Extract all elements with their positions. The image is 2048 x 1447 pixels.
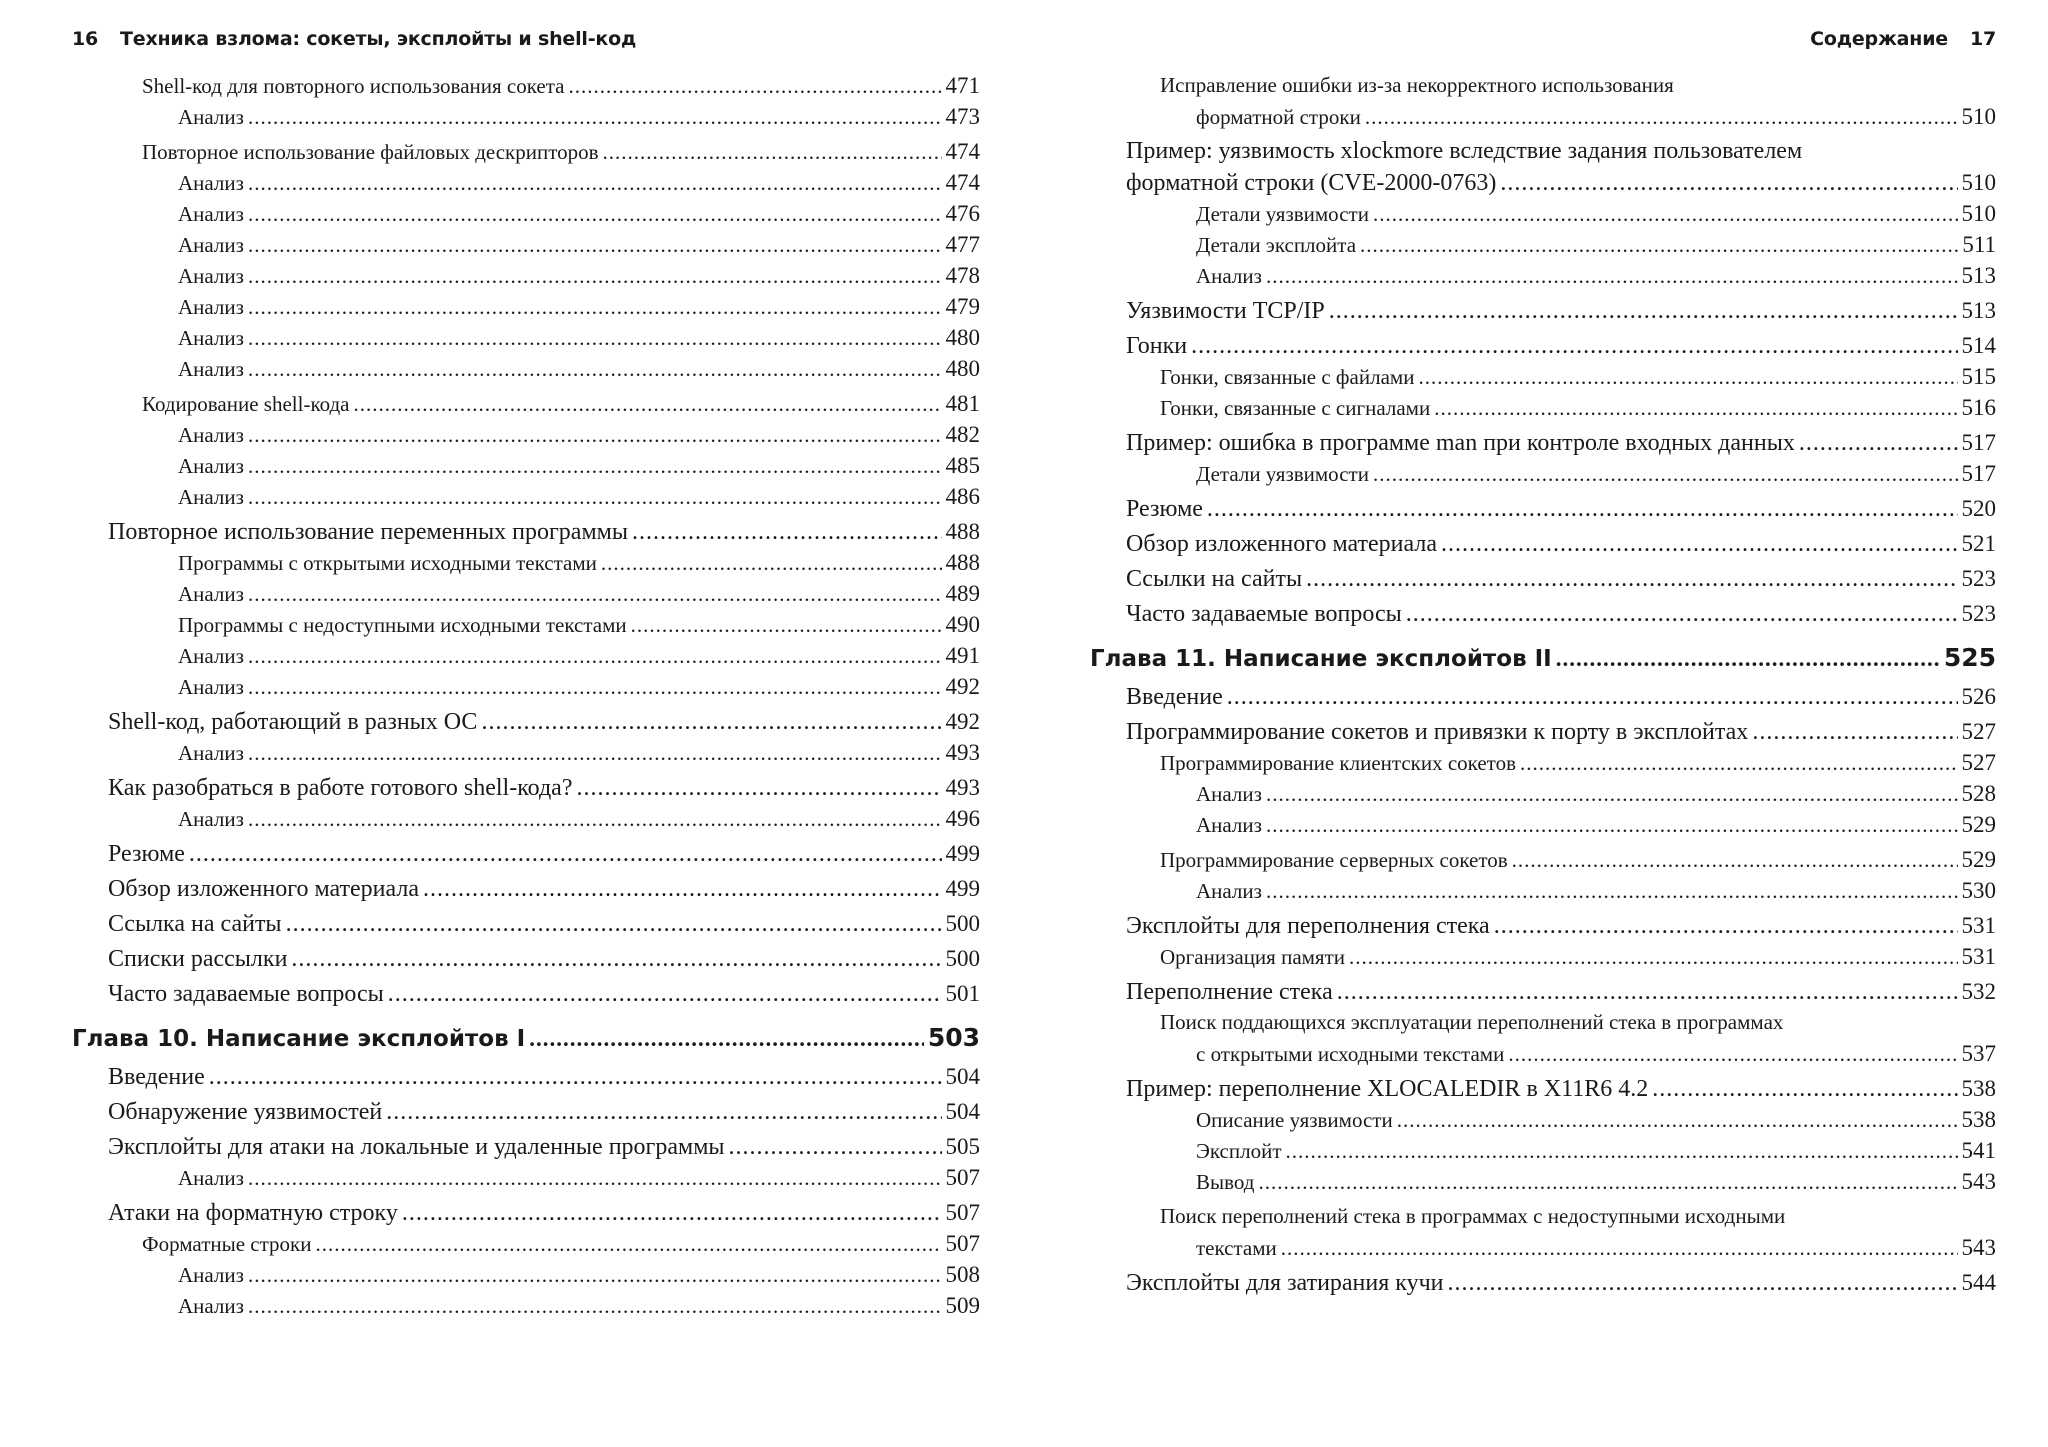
toc-entry: Детали уязвимости ..... 517 [1090, 458, 1996, 489]
toc-entry: Анализ ..... 492 [72, 671, 980, 702]
toc-entry-first-line: Поиск переполнений стека в программах с недоступными исходными [1160, 1204, 1786, 1228]
toc-entry: Анализ ..... 489 [72, 578, 980, 609]
toc-entry: форматной строки ..... 510 [1090, 101, 1996, 132]
toc-entry: Анализ ..... 513 [1090, 260, 1996, 291]
toc-entry: Анализ ..... 491 [72, 640, 980, 671]
toc-entry: Программирование серверных сокетов ..... 529 [1090, 844, 1996, 875]
toc-entry: Атаки на форматную строку ..... 507 [72, 1197, 980, 1228]
toc-entry: Анализ ..... 496 [72, 803, 980, 834]
toc-entry: Анализ ..... 473 [72, 101, 980, 132]
toc-entry: Как разобраться в работе готового shell-кода? ..... 493 [72, 772, 980, 803]
toc-entry: Резюме ..... 499 [72, 838, 980, 869]
toc-entry: Анализ ..... 478 [72, 260, 980, 291]
toc-entry: Ссылка на сайты ..... 500 [72, 908, 980, 939]
toc-entry: Обзор изложенного материала ..... 521 [1090, 528, 1996, 559]
toc-entry: Анализ ..... 509 [72, 1290, 980, 1321]
running-title: Содержание [1810, 28, 1948, 50]
toc-entry: Кодирование shell-кода ..... 481 [72, 388, 980, 419]
toc-entry: Обнаружение уязвимостей ..... 504 [72, 1096, 980, 1127]
toc-entry: Списки рассылки ..... 500 [72, 943, 980, 974]
toc-entry: Shell-код, работающий в разных ОС ..... 492 [72, 706, 980, 737]
toc-entry: Введение ..... 504 [72, 1061, 980, 1092]
toc-entry: Анализ ..... 485 [72, 450, 980, 481]
chapter-heading: Глава 10. Написание эксплойтов I ..... 503 [72, 1019, 980, 1057]
toc-entry: Пример: ошибка в программе man при контроле входных данных ..... 517 [1090, 427, 1996, 458]
toc-entry: Форматные строки ..... 507 [72, 1228, 980, 1259]
toc-entry: Анализ ..... 476 [72, 198, 980, 229]
toc-entry: Ссылки на сайты ..... 523 [1090, 563, 1996, 594]
toc-entry: Анализ ..... 480 [72, 322, 980, 353]
page-number: 16 [72, 28, 99, 50]
toc-entry: текстами ..... 543 [1090, 1232, 1996, 1263]
toc-entry: Анализ ..... 480 [72, 353, 980, 384]
toc-entry: Эксплойт ..... 541 [1090, 1135, 1996, 1166]
toc-entry: Гонки, связанные с файлами ..... 515 [1090, 361, 1996, 392]
toc-entry: Эксплойты для переполнения стека ..... 531 [1090, 910, 1996, 941]
toc-entry: Программирование клиентских сокетов ..... 527 [1090, 747, 1996, 778]
table-of-contents [72, 70, 980, 1321]
toc-entry: Часто задаваемые вопросы ..... 523 [1090, 598, 1996, 629]
toc-entry: Гонки ..... 514 [1090, 330, 1996, 361]
toc-entry: Переполнение стека ..... 532 [1090, 976, 1996, 1007]
toc-entry: Введение ..... 526 [1090, 681, 1996, 712]
toc-entry: Эксплойты для атаки на локальные и удаленные программы ..... 505 [72, 1131, 980, 1162]
toc-entry: Анализ ..... 474 [72, 167, 980, 198]
toc-entry: Гонки, связанные с сигналами ..... 516 [1090, 392, 1996, 423]
toc-entry: Детали уязвимости ..... 510 [1090, 198, 1996, 229]
toc-entry: Анализ ..... 486 [72, 481, 980, 512]
toc-entry: Shell-код для повторного использования сокета ..... 471 [72, 70, 980, 101]
toc-entry: Уязвимости TCP/IP ..... 513 [1090, 295, 1996, 326]
toc-entry: Организация памяти ..... 531 [1090, 941, 1996, 972]
toc-entry-first-line: Исправление ошибки из-за некорректного использования [1160, 73, 1674, 97]
toc-entry: Программы с открытыми исходными текстами ..... 488 [72, 547, 980, 578]
toc-entry: Часто задаваемые вопросы ..... 501 [72, 978, 980, 1009]
toc-entry: Повторное использование файловых дескрипторов ..... 474 [72, 136, 980, 167]
table-of-contents [1090, 70, 1996, 1298]
chapter-heading: Глава 11. Написание эксплойтов II ..... 525 [1090, 639, 1996, 677]
toc-entry: Обзор изложенного материала ..... 499 [72, 873, 980, 904]
toc-entry: Программы с недоступными исходными текстами ..... 490 [72, 609, 980, 640]
toc-entry: Резюме ..... 520 [1090, 493, 1996, 524]
toc-entry: Анализ ..... 507 [72, 1162, 980, 1193]
toc-entry: Анализ ..... 528 [1090, 778, 1996, 809]
toc-entry: Описание уязвимости ..... 538 [1090, 1104, 1996, 1135]
toc-entry-first-line: Пример: уязвимость xlockmore вследствие задания пользователем [1126, 138, 1803, 164]
toc-entry: Эксплойты для затирания кучи ..... 544 [1090, 1267, 1996, 1298]
toc-entry-first-line: Поиск поддающихся эксплуатации переполнений стека в программах [1160, 1010, 1784, 1034]
toc-entry: Анализ ..... 482 [72, 419, 980, 450]
toc-entry: форматной строки (CVE-2000-0763) ..... 510 [1090, 167, 1996, 198]
toc-entry: Программирование сокетов и привязки к порту в эксплойтах ..... 527 [1090, 716, 1996, 747]
toc-entry: с открытыми исходными текстами ..... 537 [1090, 1038, 1996, 1069]
toc-entry: Повторное использование переменных программы ..... 488 [72, 516, 980, 547]
toc-entry: Пример: переполнение XLOCALEDIR в X11R6 4.2 ..... 538 [1090, 1073, 1996, 1104]
toc-entry: Анализ ..... 493 [72, 737, 980, 768]
toc-entry: Анализ ..... 529 [1090, 809, 1996, 840]
toc-entry: Анализ ..... 530 [1090, 875, 1996, 906]
running-title: Техника взлома: сокеты, эксплойты и shell-код [120, 28, 637, 50]
toc-entry: Анализ ..... 479 [72, 291, 980, 322]
page-header [72, 28, 980, 58]
toc-entry: Анализ ..... 508 [72, 1259, 980, 1290]
page-number: 17 [1969, 28, 1996, 50]
toc-entry: Детали эксплойта ..... 511 [1090, 229, 1996, 260]
toc-entry: Анализ ..... 477 [72, 229, 980, 260]
toc-entry: Вывод ..... 543 [1090, 1166, 1996, 1197]
page-header [1090, 28, 1996, 58]
